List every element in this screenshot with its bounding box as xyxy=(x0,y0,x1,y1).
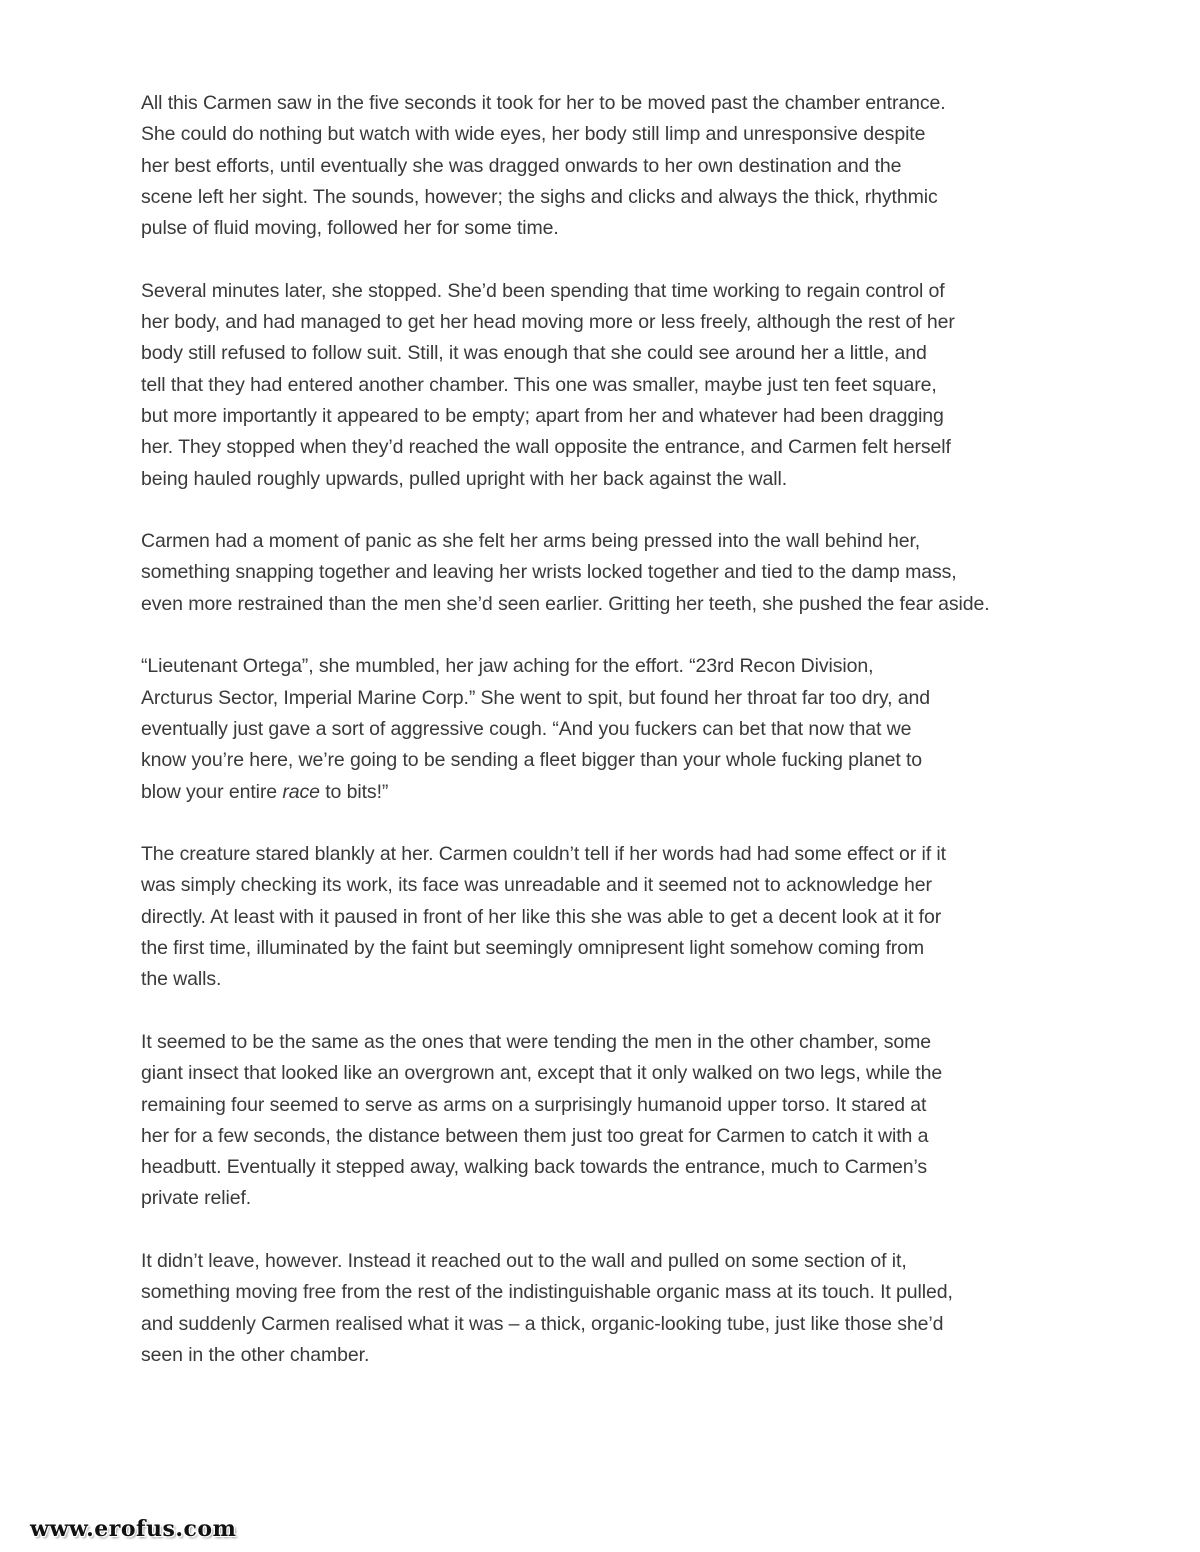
text-line: pulse of fluid moving, followed her for some time. xyxy=(141,217,559,240)
text-run: to bits!” xyxy=(319,780,389,803)
paragraph-5 xyxy=(141,839,1071,995)
text-line: scene left her sight. The sounds, however; the sighs and clicks and always the thick, rhythmic xyxy=(141,185,938,208)
text-line: Carmen had a moment of panic as she felt her arms being pressed into the wall behind her, xyxy=(141,530,921,553)
text-line: The creature stared blankly at her. Carmen couldn’t tell if her words had had some effect or if it xyxy=(141,843,946,866)
text-line: something snapping together and leaving her wrists locked together and tied to the damp mass, xyxy=(141,561,957,584)
emphasized-word: race xyxy=(282,780,320,803)
text-line: headbutt. Eventually it stepped away, walking back towards the entrance, much to Carmen’s xyxy=(141,1156,927,1179)
text-line: the walls. xyxy=(141,968,222,991)
text-line: and suddenly Carmen realised what it was – a thick, organic-looking tube, just like those she’d xyxy=(141,1312,944,1335)
text-line: eventually just gave a sort of aggressive cough. “And you fuckers can bet that now that we xyxy=(141,717,912,740)
text-line: the first time, illuminated by the faint but seemingly omnipresent light somehow coming from xyxy=(141,937,925,960)
text-line: seen in the other chamber. xyxy=(141,1343,370,1366)
text-line: her body, and had managed to get her head moving more or less freely, although the rest of her xyxy=(141,311,955,334)
text-line: know you’re here, we’re going to be sending a fleet bigger than your whole fucking planet to xyxy=(141,749,923,772)
text-line: All this Carmen saw in the five seconds it took for her to be moved past the chamber entrance. xyxy=(141,92,946,114)
text-line: body still refused to follow suit. Still, it was enough that she could see around her a little, and xyxy=(141,342,927,365)
text-line: It seemed to be the same as the ones that were tending the men in the other chamber, some xyxy=(141,1030,931,1053)
watermark: www.erofus.com xyxy=(30,1516,237,1542)
paragraph-2 xyxy=(141,276,1071,495)
paragraph-4 xyxy=(141,651,1071,807)
paragraph-3 xyxy=(141,526,1071,620)
text-line: her for a few seconds, the distance between them just too great for Carmen to catch it with a xyxy=(141,1124,929,1147)
text-line: being hauled roughly upwards, pulled upright with her back against the wall. xyxy=(141,467,788,490)
text-line: even more restrained than the men she’d seen earlier. Gritting her teeth, she pushed the fear aside. xyxy=(141,592,990,615)
paragraph-1 xyxy=(141,88,1071,244)
text-run: blow your entire xyxy=(141,780,283,803)
paragraph-7 xyxy=(141,1246,1071,1371)
text-line: Several minutes later, she stopped. She’d been spending that time working to regain control of xyxy=(141,279,945,302)
text-line-with-emphasis xyxy=(141,777,1071,808)
text-line: She could do nothing but watch with wide eyes, her body still limp and unresponsive despite xyxy=(141,123,926,146)
text-line: tell that they had entered another chamber. This one was smaller, maybe just ten feet square, xyxy=(141,373,937,396)
text-line: her. They stopped when they’d reached the wall opposite the entrance, and Carmen felt herself xyxy=(141,436,951,459)
text-line: private relief. xyxy=(141,1187,252,1210)
text-line: It didn’t leave, however. Instead it reached out to the wall and pulled on some section of it, xyxy=(141,1249,907,1272)
text-line: something moving free from the rest of the indistinguishable organic mass at its touch. It pulled, xyxy=(141,1281,953,1304)
text-line: “Lieutenant Ortega”, she mumbled, her jaw aching for the effort. “23rd Recon Division, xyxy=(141,655,874,678)
text-line: but more importantly it appeared to be empty; apart from her and whatever had been dragging xyxy=(141,404,944,427)
text-line: remaining four seemed to serve as arms on a surprisingly humanoid upper torso. It stared at xyxy=(141,1093,927,1116)
body-text xyxy=(141,88,1071,1402)
text-line: her best efforts, until eventually she was dragged onwards to her own destination and the xyxy=(141,154,902,177)
text-line: Arcturus Sector, Imperial Marine Corp.” She went to spit, but found her throat far too dry, and xyxy=(141,686,930,709)
text-line: directly. At least with it paused in front of her like this she was able to get a decent look at it for xyxy=(141,905,942,928)
text-line: was simply checking its work, its face was unreadable and it seemed not to acknowledge her xyxy=(141,874,932,897)
text-line: giant insect that looked like an overgrown ant, except that it only walked on two legs, while the xyxy=(141,1062,943,1085)
paragraph-6 xyxy=(141,1027,1071,1215)
